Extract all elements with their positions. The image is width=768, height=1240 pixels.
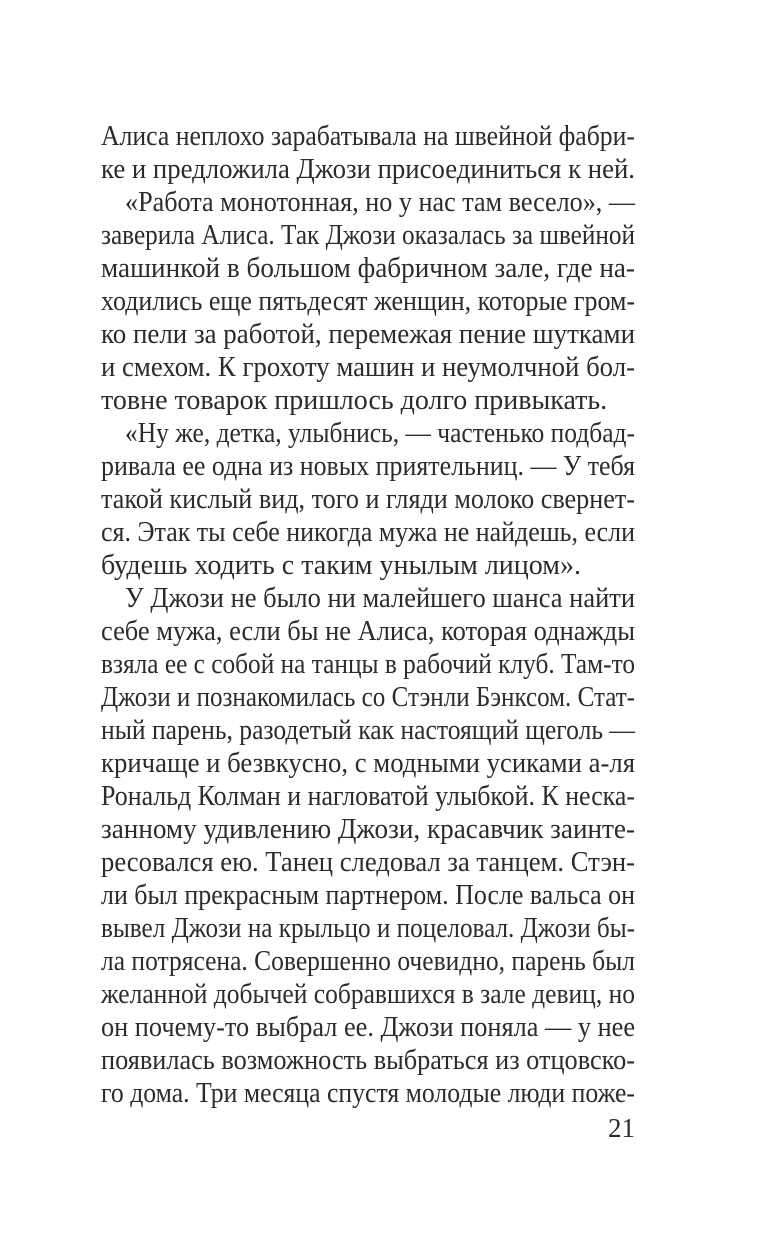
text-line-content: ке и предложила Джози присоединиться к ней.: [101, 154, 635, 185]
text-line: [101, 186, 635, 219]
text-line-content: машинкой в большом фабричном зале, где на-: [101, 253, 635, 284]
text-line-content: «Ну же, детка, улыбнись, — частенько подбад-: [125, 418, 635, 449]
text-line: [101, 714, 635, 747]
text-line: [101, 285, 635, 318]
text-line-content: го дома. Три месяца спустя молодые люди поже-: [101, 1078, 635, 1109]
text-line-content: ресовался ею. Танец следовал за танцем. Стэн-: [101, 847, 635, 878]
text-line-content: он почему-то выбрал ее. Джози поняла — у нее: [101, 1012, 635, 1043]
text-line-content: ла потрясена. Совершенно очевидно, парень был: [101, 946, 635, 977]
text-line: [101, 978, 635, 1011]
text-line-content: желанной добычей собравшихся в зале девиц, но: [101, 979, 635, 1010]
page-number: 21: [608, 1113, 635, 1143]
text-line-content: кричаще и безвкусно, с модными усиками а-ля: [101, 748, 635, 779]
text-line: [101, 780, 635, 813]
text-line: [101, 120, 635, 153]
text-line: [101, 813, 635, 846]
text-line: [101, 252, 635, 285]
text-line-content: ривала ее одна из новых приятельниц. — У тебя: [101, 451, 635, 482]
text-line: [101, 318, 635, 351]
text-line: [101, 1011, 635, 1044]
text-line: [101, 450, 635, 483]
text-line: [101, 1044, 635, 1077]
text-line-content: появилась возможность выбраться из отцовско-: [101, 1045, 635, 1076]
text-line-content: занному удивлению Джози, красавчик заинте-: [101, 814, 635, 845]
text-line-content: ко пели за работой, перемежая пение шутками: [101, 319, 635, 350]
text-line-content: ся. Этак ты себе никогда мужа не найдешь, если: [101, 517, 635, 548]
text-line-content: заверила Алиса. Так Джози оказалась за швейной: [101, 220, 635, 251]
text-line: [101, 582, 635, 615]
text-line-content: товне товарок пришлось долго привыкать.: [101, 385, 608, 416]
text-line-content: такой кислый вид, того и гляди молоко свернет-: [101, 484, 635, 515]
text-line: [101, 219, 635, 252]
text-line: [101, 912, 635, 945]
text-line-content: себе мужа, если бы не Алиса, которая однажды: [101, 616, 635, 647]
text-line-content: Рональд Колман и нагловатой улыбкой. К неска-: [101, 781, 635, 812]
text-line: [101, 615, 635, 648]
text-line-content: Джози и познакомилась со Стэнли Бэнксом. Стат-: [101, 682, 635, 713]
text-line: [101, 1077, 635, 1110]
text-line-content: ходились еще пятьдесят женщин, которые гром-: [101, 286, 635, 317]
text-line-content: ли был прекрасным партнером. После вальса он: [101, 880, 635, 911]
text-line: [101, 846, 635, 879]
text-line: [101, 483, 635, 516]
text-line: [101, 879, 635, 912]
text-line-content: У Джози не было ни малейшего шанса найти: [125, 583, 635, 614]
text-line-content: ный парень, разодетый как настоящий щеголь —: [101, 715, 635, 746]
text-line: [101, 516, 635, 549]
text-line: [101, 945, 635, 978]
text-column: [101, 120, 635, 1110]
text-line-content: Алиса неплохо зарабатывала на швейной фабри-: [101, 121, 635, 152]
text-line-content: и смехом. К грохоту машин и неумолчной бол-: [101, 352, 635, 383]
text-line-content: вывел Джози на крыльцо и поцеловал. Джози бы-: [101, 913, 635, 944]
text-line: [101, 351, 635, 384]
text-line-content: «Работа монотонная, но у нас там весело», —: [125, 187, 635, 218]
text-line-content: взяла ее с собой на танцы в рабочий клуб. Там-то: [101, 649, 635, 680]
text-line: [101, 153, 635, 186]
text-line-content: будешь ходить с таким унылым лицом».: [101, 550, 581, 581]
text-line: [101, 417, 635, 450]
text-line: [101, 681, 635, 714]
text-line: [101, 648, 635, 681]
text-line: [101, 384, 635, 417]
text-line: [101, 549, 635, 582]
text-line: [101, 747, 635, 780]
